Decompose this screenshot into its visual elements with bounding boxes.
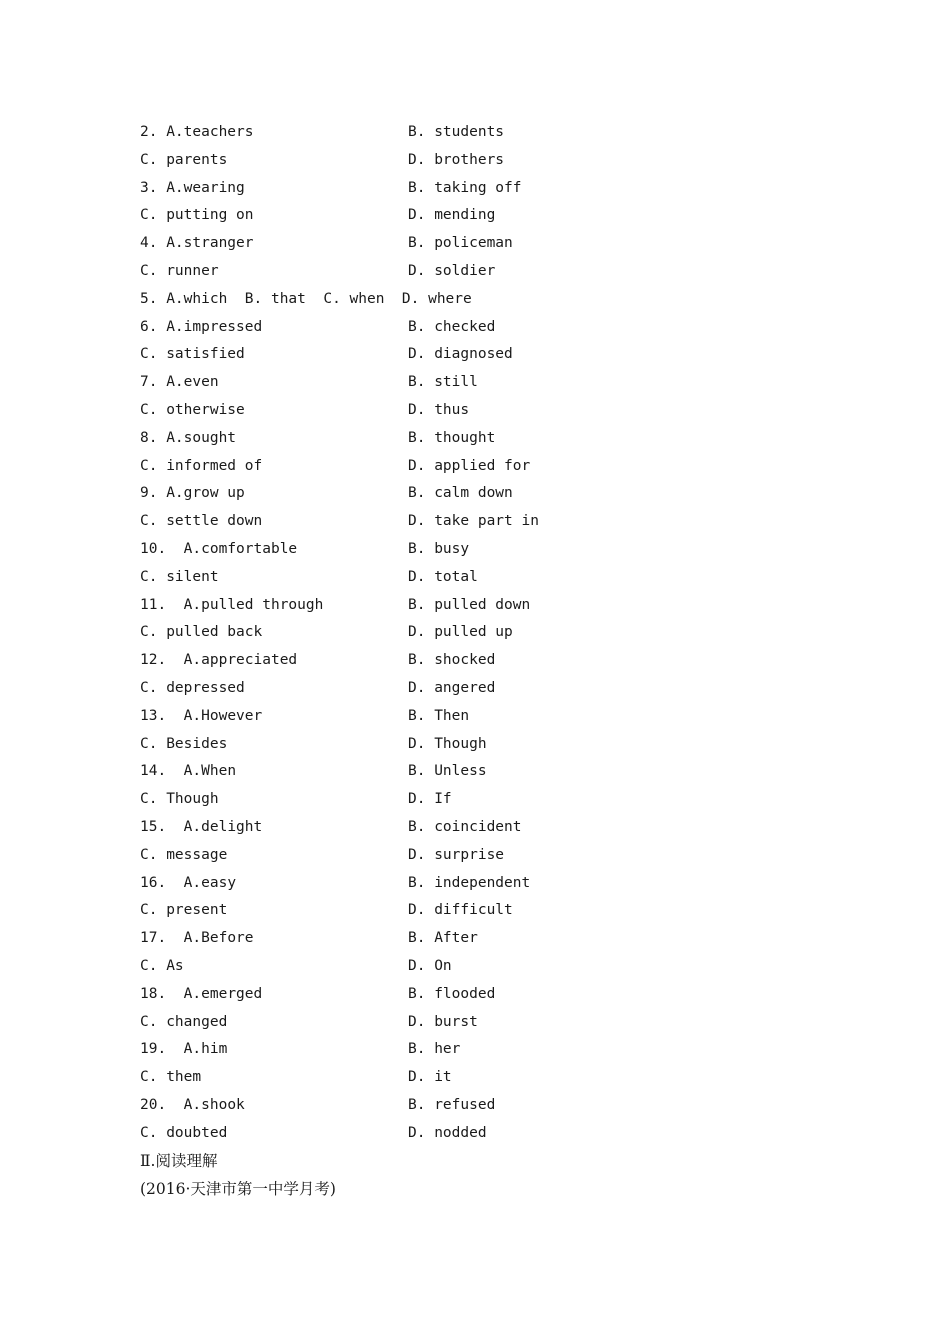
question-row (140, 314, 840, 342)
option-c: C. Besides (140, 735, 228, 752)
question-row (140, 230, 840, 258)
option-b: B. refused (408, 1096, 496, 1113)
option-c: C. them (140, 1069, 202, 1086)
option-c: C. pulled back (140, 624, 263, 641)
option-d: D. On (408, 957, 452, 974)
option-d: D. surprise (408, 846, 505, 863)
question-list (140, 119, 840, 1203)
option-c: C. settle down (140, 513, 263, 530)
question-row (140, 202, 840, 230)
question-row (140, 870, 840, 898)
question-number-and-option-a: 2. A.teachers (140, 124, 254, 140)
option-d: D. applied for (408, 457, 531, 474)
option-b: B. independent (408, 874, 531, 891)
question-number-and-option-a: 10. A.comfortable (140, 540, 298, 557)
option-d: D. angered (408, 679, 496, 696)
question-number-and-option-a: 7. A.even (140, 374, 219, 391)
option-d: D. If (408, 791, 452, 808)
question-number-and-option-a: 12. A.appreciated (140, 652, 298, 669)
question-row (140, 619, 840, 647)
option-c: C. present (140, 902, 228, 919)
section-heading: Ⅱ.阅读理解 (140, 1152, 218, 1171)
question-row (140, 981, 840, 1009)
option-c: C. depressed (140, 679, 245, 696)
option-d: D. brothers (408, 151, 505, 168)
question-row (140, 731, 840, 759)
question-number-and-option-a: 13. A.However (140, 707, 263, 724)
question-number-and-option-a: 4. A.stranger (140, 235, 254, 252)
option-b: B. After (408, 930, 478, 947)
option-b: B. Then (408, 707, 470, 724)
option-d: D. difficult (408, 902, 513, 919)
question-row (140, 592, 840, 620)
question-row (140, 842, 840, 870)
option-b: B. taking off (408, 179, 522, 196)
question-number-and-option-a: 6. A.impressed (140, 318, 263, 335)
option-c: C. message (140, 846, 228, 863)
option-b: B. still (408, 374, 478, 391)
option-d: D. it (408, 1069, 452, 1086)
question-row (140, 147, 840, 175)
question-number-and-option-a: 14. A.When (140, 763, 237, 780)
question-number-and-option-a: 9. A.grow up (140, 485, 245, 502)
option-c: C. changed (140, 1013, 228, 1030)
option-b: B. busy (408, 540, 470, 557)
question-number-and-option-a: 17. A.Before (140, 930, 254, 947)
option-c: C. parents (140, 151, 228, 168)
question-row (140, 1036, 840, 1064)
question-row (140, 786, 840, 814)
source-note: (2016·天津市第一中学月考) (140, 1180, 336, 1199)
option-b: B. checked (408, 318, 496, 335)
option-d: D. nodded (408, 1124, 487, 1141)
option-b: B. thought (408, 429, 496, 446)
question-row (140, 1120, 840, 1148)
option-b: B. policeman (408, 235, 513, 252)
question-number-and-option-a: 16. A.easy (140, 874, 237, 891)
question-number-and-option-a: 18. A.emerged (140, 985, 263, 1002)
question-row (140, 1092, 840, 1120)
option-b: B. shocked (408, 652, 496, 669)
question-number-and-option-a: 8. A.sought (140, 429, 237, 446)
question-row (140, 1009, 840, 1037)
question-row (140, 397, 840, 425)
question-row (140, 258, 840, 286)
option-b: B. her (408, 1041, 461, 1058)
option-c: C. putting on (140, 207, 254, 224)
option-d: D. total (408, 568, 478, 585)
question-row (140, 286, 840, 314)
option-c: C. otherwise (140, 401, 245, 418)
question-row (140, 175, 840, 203)
option-b: B. flooded (408, 985, 496, 1002)
question-number-and-option-a: 3. A.wearing (140, 179, 245, 196)
question-row (140, 425, 840, 453)
option-b: B. coincident (408, 818, 522, 835)
question-number-and-option-a: 15. A.delight (140, 818, 263, 835)
question-row (140, 897, 840, 925)
option-d: D. burst (408, 1013, 478, 1030)
question-row (140, 480, 840, 508)
question-number-and-option-a: 20. A.shook (140, 1096, 245, 1113)
question-row (140, 814, 840, 842)
option-d: D. soldier (408, 262, 496, 279)
option-c: C. runner (140, 262, 219, 279)
question-row (140, 953, 840, 981)
option-c: C. silent (140, 568, 219, 585)
option-c: C. Though (140, 791, 219, 808)
question-row (140, 119, 840, 147)
option-b: B. students (408, 124, 505, 140)
option-d: D. pulled up (408, 624, 513, 641)
question-row (140, 758, 840, 786)
question-number-and-option-a: 11. A.pulled through (140, 596, 324, 613)
option-d: D. mending (408, 207, 496, 224)
question-row (140, 508, 840, 536)
option-b: B. pulled down (408, 596, 531, 613)
option-d: D. thus (408, 401, 470, 418)
option-c: C. As (140, 957, 184, 974)
question-row (140, 1064, 840, 1092)
option-d: D. take part in (408, 513, 539, 530)
question-row (140, 925, 840, 953)
option-b: B. calm down (408, 485, 513, 502)
option-c: C. doubted (140, 1124, 228, 1141)
question-row (140, 647, 840, 675)
question-row (140, 536, 840, 564)
question-row (140, 341, 840, 369)
option-c: C. informed of (140, 457, 263, 474)
option-d: D. diagnosed (408, 346, 513, 363)
question-number-and-option-a: 19. A.him (140, 1041, 228, 1058)
question-row (140, 675, 840, 703)
option-c: C. satisfied (140, 346, 245, 363)
question-row (140, 703, 840, 731)
option-b: B. Unless (408, 763, 487, 780)
question-row (140, 564, 840, 592)
question-row (140, 453, 840, 481)
question-row (140, 369, 840, 397)
question-inline-options: 5. A.which B. that C. when D. where (140, 290, 472, 307)
option-d: D. Though (408, 735, 487, 752)
